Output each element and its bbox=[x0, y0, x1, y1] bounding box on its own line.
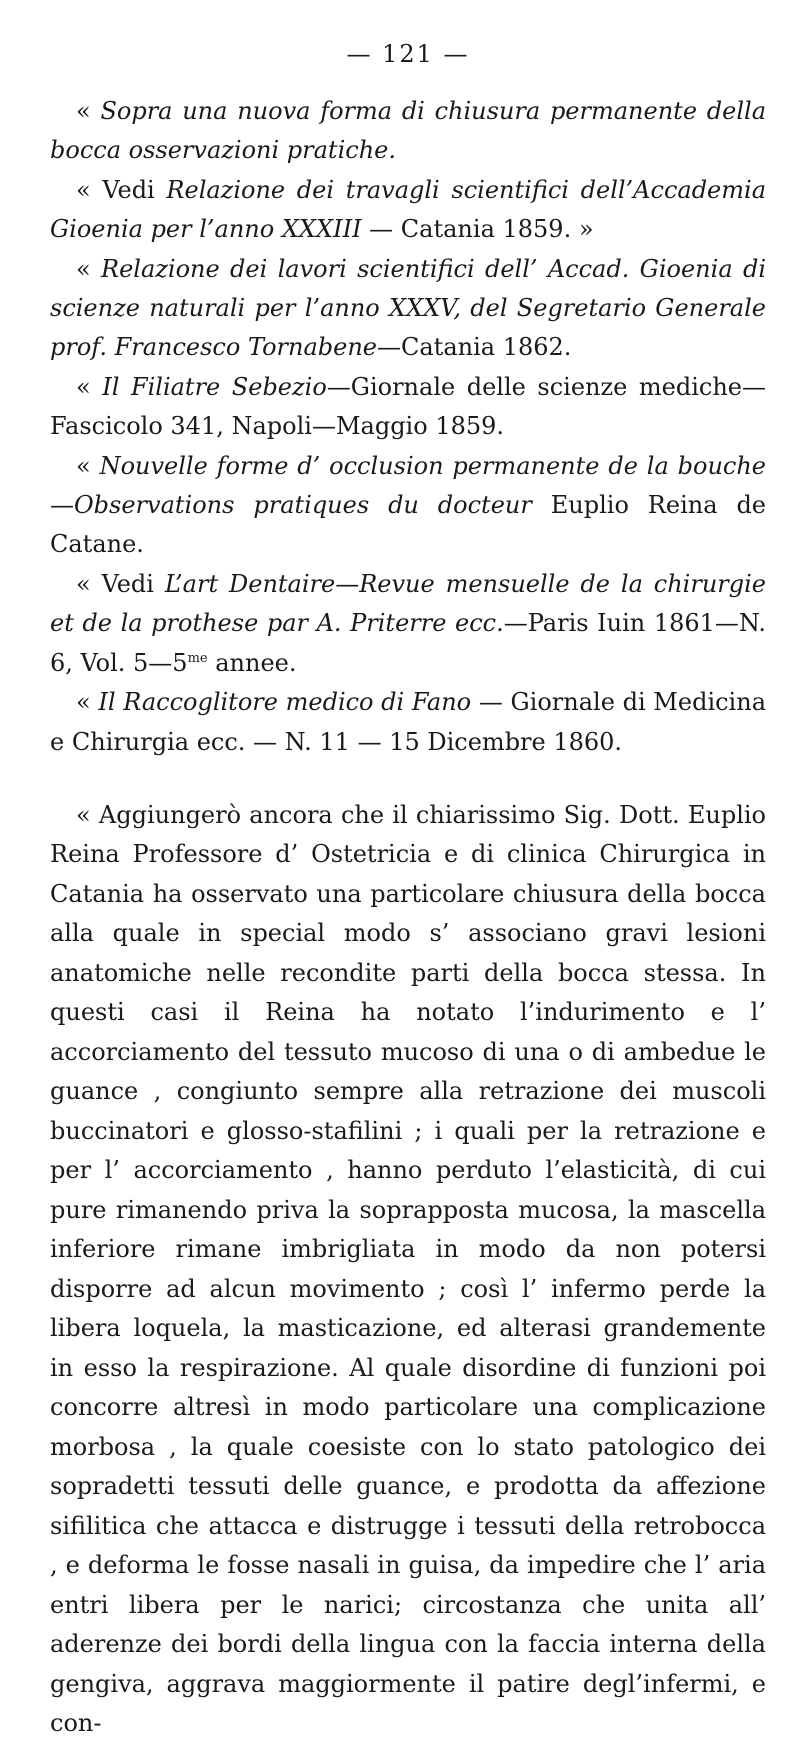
reference-7-quote: « bbox=[76, 688, 99, 717]
reference-5-title: Nouvelle forme d’ occlusion permanente de la bouche—Observations pratiques du docteur bbox=[50, 451, 766, 520]
reference-2 bbox=[50, 171, 766, 250]
reference-3-quote: « bbox=[76, 254, 102, 283]
reference-6-title: L’art Dentaire—Revue mensuelle de la chirurgie et de la prothese par A. Priterre ecc. bbox=[50, 569, 766, 638]
reference-1-quote: « bbox=[76, 97, 101, 125]
reference-1 bbox=[50, 92, 766, 171]
reference-3 bbox=[50, 250, 766, 368]
reference-7 bbox=[50, 683, 766, 762]
reference-6 bbox=[50, 565, 766, 683]
page-number: — 121 — bbox=[346, 40, 470, 68]
reference-6-rest-2: annee. bbox=[207, 648, 297, 677]
reference-3-rest: —Catania 1862. bbox=[377, 333, 572, 362]
body-paragraph: « Aggiungerò ancora che il chiarissimo Sig. Dott. Euplio Reina Professore d’ Ostetricia e di clinica Chirurgica in Catania ha osservato una particolare chiusura della bocca alla quale in special modo s’ associano gravi lesioni anatomiche nelle recondite parti della bocca stessa. In questi casi il Reina ha notato l’indurimento e l’ accorciamento del tessuto mucoso di una o di ambedue le guance , congiunto sempre alla retrazione dei muscoli buccinatori e glosso-stafilini ; i quali per la retrazione e per l’ accorciamento , hanno perduto l’elasticità, di cui pure rimanendo priva la soprapposta mucosa, la mascella inferiore rimane imbrigliata in modo da non potersi disporre ad alcun movimento ; così l’ infermo perde la libera loquela, la masticazione, ed alterasi grandemente in esso la respirazione. Al quale disordine di funzioni poi concorre altresì in modo particolare una complicazione morbosa , la quale coesiste con lo stato patologico dei sopradetti tessuti delle guance, e prodotta da affezione sifilitica che attacca e distrugge i tessuti della retrobocca , e deforma le fosse nasali in guisa, da impedire che l’ aria entri libera per le narici; circostanza che unita all’ aderenze dei bordi della lingua con la faccia interna della gengiva, aggrava maggiormente il patire degl’infermi, e con- bbox=[50, 800, 766, 1738]
reference-5 bbox=[50, 447, 766, 565]
reference-6-superscript: me bbox=[187, 650, 208, 666]
reference-3-title: Relazione dei lavori scientifici dell’ Accad. Gioenia di scienze naturali per l’anno XXXV, del Segretario Generale prof. Francesco Tornabene bbox=[50, 254, 766, 362]
reference-7-title: Il Raccoglitore medico di Fano bbox=[98, 688, 472, 717]
reference-4-quote: « bbox=[76, 372, 103, 401]
reference-4-title: Il Filiatre Sebezio bbox=[102, 372, 327, 401]
reference-5-quote: « bbox=[76, 451, 100, 480]
reference-2-title: Relazione dei travagli scientifici dell’Accademia Gioenia per l’anno XXXIII bbox=[50, 175, 767, 244]
reference-4 bbox=[50, 368, 766, 447]
reference-1-title: Sopra una nuova forma di chiusura permanente della bocca osservazioni pratiche. bbox=[50, 97, 766, 165]
reference-5-rest: Euplio Reina de Catane. bbox=[50, 491, 767, 559]
reference-6-rest: —Paris Iuin 1861—N. 6, Vol. 5—5 bbox=[50, 609, 766, 677]
paragraph-gap bbox=[50, 762, 766, 796]
reference-7-rest: — Giornale di Medicina e Chirurgia ecc. — N. 11 — 15 Dicembre 1860. bbox=[50, 688, 766, 756]
reference-4-rest: —Giornale delle scienze mediche—Fascicolo 341, Napoli—Maggio 1859. bbox=[50, 372, 767, 441]
reference-2-rest: — Catania 1859. » bbox=[361, 215, 594, 244]
reference-6-quote: « Vedi bbox=[76, 569, 165, 598]
reference-2-quote: « Vedi bbox=[76, 175, 167, 204]
